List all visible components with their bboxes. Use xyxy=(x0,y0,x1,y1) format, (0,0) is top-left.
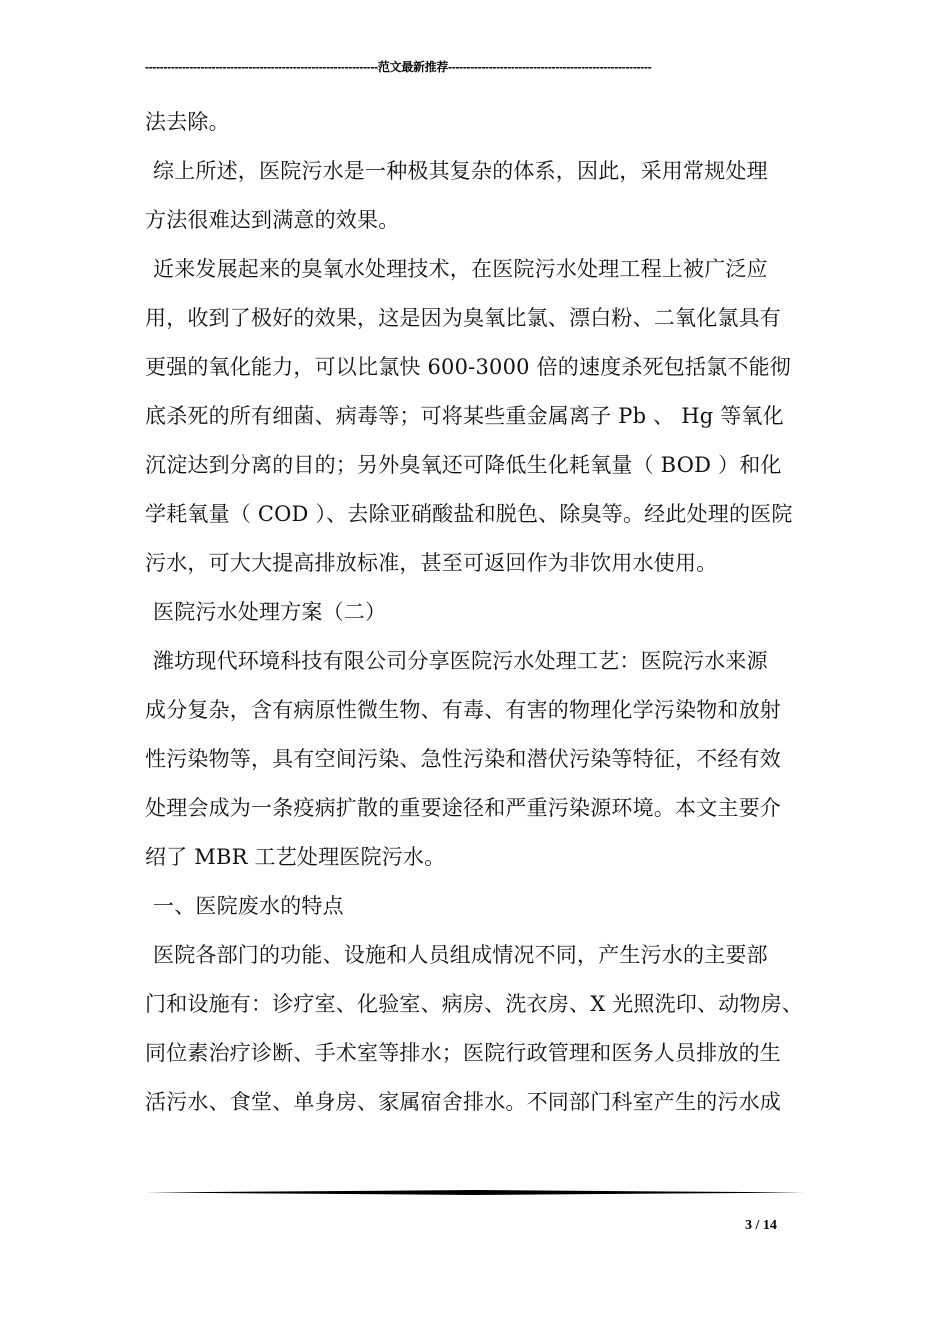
section-heading: 一、医院废水的特点 xyxy=(153,894,344,918)
text-line: 绍了 MBR 工艺处理医院污水。 xyxy=(145,845,446,869)
document-body xyxy=(145,98,825,1127)
text-line: 门和设施有：诊疗室、化验室、病房、洗衣房、X 光照洗印、动物房、 xyxy=(145,992,804,1016)
page-number: 3 / 14 xyxy=(745,1218,777,1233)
text-line: 综上所述，医院污水是一种极其复杂的体系，因此，采用常规处理 xyxy=(153,159,768,183)
text-line: 方法很难达到满意的效果。 xyxy=(145,208,400,232)
text-line: 性污染物等，具有空间污染、急性污染和潜伏污染等特征，不经有效 xyxy=(145,747,781,771)
text-line: 医院各部门的功能、设施和人员组成情况不同，产生污水的主要部 xyxy=(153,943,768,967)
page-header-banner: ---------------------------------------------------------------范文最新推荐------------------------------------------------------- xyxy=(145,60,652,74)
text-line: 潍坊现代环境科技有限公司分享医院污水处理工艺：医院污水来源 xyxy=(153,649,768,673)
text-line: 污水，可大大提高排放标准，甚至可返回作为非饮用水使用。 xyxy=(145,551,718,575)
text-line: 法去除。 xyxy=(145,110,230,134)
text-line: 活污水、食堂、单身房、家属宿舍排水。不同部门科室产生的污水成 xyxy=(145,1090,781,1114)
text-line: 沉淀达到分离的目的；另外臭氧还可降低生化耗氧量（ BOD ）和化 xyxy=(145,453,782,477)
text-line: 更强的氧化能力，可以比氯快 600-3000 倍的速度杀死包括氯不能彻 xyxy=(145,355,791,379)
text-line: 学耗氧量（ COD ）、去除亚硝酸盐和脱色、除臭等。经此处理的医院 xyxy=(145,502,793,526)
text-line: 处理会成为一条疫病扩散的重要途径和严重污染源环境。本文主要介 xyxy=(145,796,781,820)
text-line: 近来发展起来的臭氧水处理技术，在医院污水处理工程上被广泛应 xyxy=(153,257,768,281)
section-heading: 医院污水处理方案（二） xyxy=(153,600,387,624)
text-line: 成分复杂，含有病原性微生物、有毒、有害的物理化学污染物和放射 xyxy=(145,698,781,722)
text-line: 底杀死的所有细菌、病毒等；可将某些重金属离子 Pb 、 Hg 等氧化 xyxy=(145,404,784,428)
text-line: 同位素治疗诊断、手术室等排水；医院行政管理和医务人员排放的生 xyxy=(145,1041,781,1065)
footer-divider xyxy=(145,1190,805,1195)
text-line: 用，收到了极好的效果，这是因为臭氧比氯、漂白粉、二氧化氯具有 xyxy=(145,306,781,330)
